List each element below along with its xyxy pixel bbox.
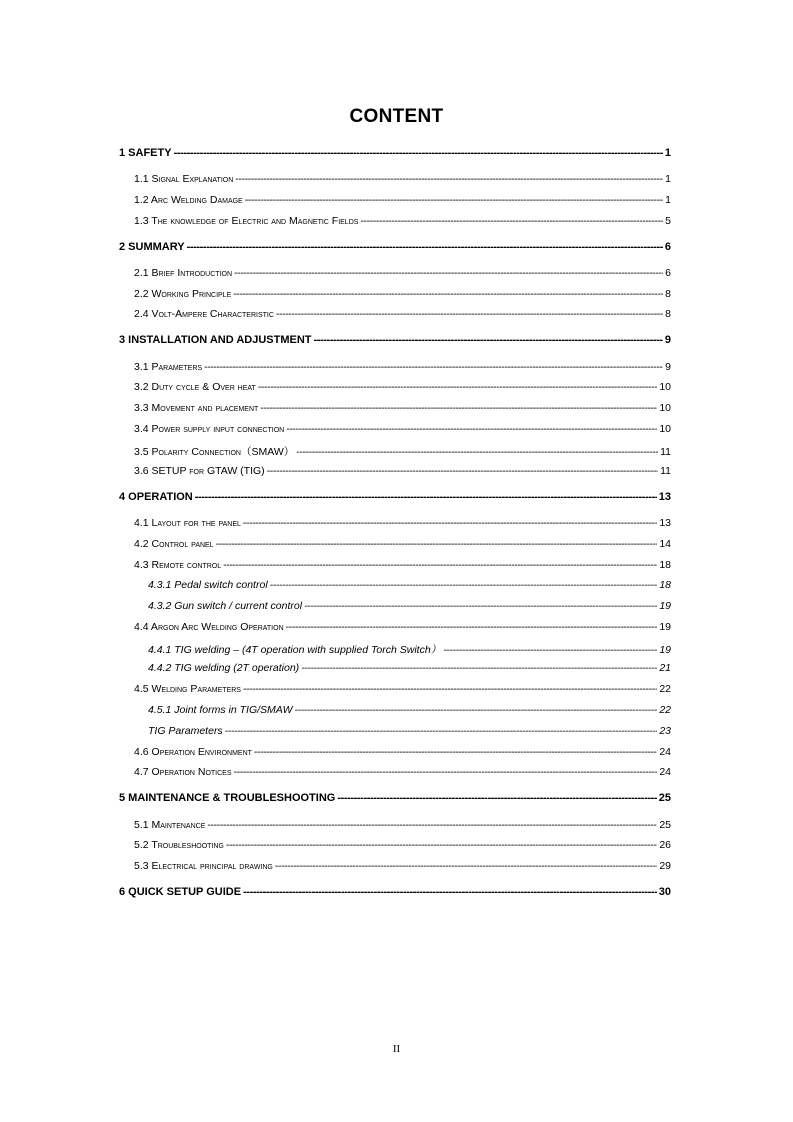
toc-entry-page: 18 <box>659 579 671 591</box>
toc-entry-brief-introduction[interactable] <box>134 267 671 279</box>
toc-entry-label: 5.1 Maintenance <box>134 819 206 831</box>
toc-entry-page: 25 <box>659 819 671 831</box>
toc-entry-operation-environment[interactable] <box>134 746 671 758</box>
toc-entry-operation-notices[interactable] <box>134 766 671 778</box>
toc-entry-control-panel[interactable] <box>134 538 671 550</box>
toc-entry-tig-4t[interactable] <box>148 642 671 657</box>
toc-entry-welding-parameters[interactable] <box>134 683 671 695</box>
dot-leader <box>258 381 657 393</box>
toc-entry-page: 24 <box>659 746 671 758</box>
dot-leader <box>254 746 657 758</box>
toc-entry-label: 4.6 Operation Environment <box>134 746 252 758</box>
toc-entry-label: 1 SAFETY <box>119 147 172 159</box>
toc-entry-label: 3.5 Polarity Connection（SMAW） <box>134 446 295 458</box>
toc-entry-parameters[interactable] <box>134 361 671 373</box>
dot-leader <box>337 792 656 804</box>
toc-entry-page: 10 <box>659 402 671 414</box>
dot-leader <box>216 538 658 550</box>
toc-entry-movement[interactable] <box>134 402 671 414</box>
toc-entry-label: 4 OPERATION <box>119 491 193 503</box>
toc-entry-page: 30 <box>658 886 671 898</box>
toc-entry-electrical-drawing[interactable] <box>134 860 671 872</box>
toc-entry-page: 21 <box>659 662 671 674</box>
toc-entry-page: 24 <box>659 766 671 778</box>
toc-entry-label: 1.2 Arc Welding Damage <box>134 194 243 206</box>
toc-entry-page: 1 <box>665 173 671 185</box>
dot-leader <box>270 579 658 591</box>
toc-entry-pedal-switch[interactable] <box>148 579 671 591</box>
toc-entry-label: 3.6 SETUP for GTAW (TIG) <box>134 465 265 477</box>
toc-entry-setup-gtaw[interactable] <box>134 465 671 477</box>
toc-entry-page: 10 <box>659 381 671 393</box>
dot-leader <box>243 886 657 898</box>
toc-entry-label: 1.1 Signal Explanation <box>134 173 234 185</box>
toc-entry-joint-forms[interactable] <box>148 704 671 716</box>
toc-entry-argon-arc[interactable] <box>134 621 671 633</box>
dot-leader <box>267 465 658 477</box>
toc-entry-label: 3.3 Movement and placement <box>134 402 259 414</box>
dot-leader <box>207 819 657 831</box>
toc-entry-label: 4.3 Remote control <box>134 559 222 571</box>
toc-entry-page: 19 <box>659 600 671 612</box>
toc-entry-label: TIG Parameters <box>148 725 223 737</box>
toc-entry-page: 13 <box>658 491 671 503</box>
page-number: II <box>392 1043 401 1055</box>
toc-entry-page: 9 <box>665 361 671 373</box>
dot-leader <box>295 704 658 716</box>
toc-entry-maintenance[interactable] <box>134 819 671 831</box>
toc-entry-label: 4.7 Operation Notices <box>134 766 232 778</box>
dot-leader <box>360 215 663 227</box>
dot-leader <box>195 491 657 503</box>
toc-entry-label: 4.3.2 Gun switch / current control <box>148 600 303 612</box>
toc-entry-label: 4.4 Argon Arc Welding Operation <box>134 621 284 633</box>
toc-entry-working-principle[interactable] <box>134 288 671 300</box>
toc-entry-page: 6 <box>665 267 671 279</box>
toc-entry-label: 6 QUICK SETUP GUIDE <box>119 886 242 898</box>
dot-leader <box>174 147 663 159</box>
toc-entry-page: 8 <box>665 288 671 300</box>
dot-leader <box>234 267 663 279</box>
toc-entry-tig-parameters[interactable] <box>148 725 671 737</box>
dot-leader <box>296 446 658 458</box>
toc-entry-label: 4.1 Layout for the panel <box>134 517 241 529</box>
toc-entry-safety[interactable] <box>119 147 671 159</box>
dot-leader <box>443 644 657 656</box>
toc-entry-label: 4.4.1 TIG welding – (4T operation with supplied Torch Switch） <box>148 644 442 656</box>
toc-entry-label: 3 INSTALLATION AND ADJUSTMENT <box>119 334 312 346</box>
toc-entry-gun-switch[interactable] <box>148 600 671 612</box>
toc-entry-page: 18 <box>659 559 671 571</box>
toc-entry-page: 25 <box>658 792 671 804</box>
dot-leader <box>233 288 663 300</box>
dot-leader <box>243 683 657 695</box>
toc-entry-page: 5 <box>665 215 671 227</box>
toc-entry-volt-ampere[interactable] <box>134 308 671 320</box>
toc-entry-label: 4.4.2 TIG welding (2T operation) <box>148 662 300 674</box>
toc-entry-troubleshooting[interactable] <box>134 839 671 851</box>
dot-leader <box>314 334 663 346</box>
toc-entry-label: 1.3 The knowledge of Electric and Magnetic Fields <box>134 215 359 227</box>
toc-entry-label: 3.1 Parameters <box>134 361 203 373</box>
toc-entry-arc-welding-damage[interactable] <box>134 194 671 206</box>
toc-entry-power-supply[interactable] <box>134 423 671 435</box>
toc-entry-page: 26 <box>659 839 671 851</box>
toc-entry-label: 5 MAINTENANCE & TROUBLESHOOTING <box>119 792 336 804</box>
toc-entry-layout-panel[interactable] <box>134 517 671 529</box>
toc-entry-label: 3.4 Power supply input connection <box>134 423 285 435</box>
toc-entry-signal-explanation[interactable] <box>134 173 671 185</box>
toc-entry-label: 2.1 Brief Introduction <box>134 267 233 279</box>
toc-entry-summary[interactable] <box>119 241 671 253</box>
toc-entry-label: 2.2 Working Principle <box>134 288 232 300</box>
dot-leader <box>286 423 657 435</box>
toc-entry-page: 13 <box>659 517 671 529</box>
toc-entry-polarity[interactable] <box>134 444 671 459</box>
toc-entry-label: 2 SUMMARY <box>119 241 185 253</box>
toc-entry-page: 14 <box>659 538 671 550</box>
dot-leader <box>304 600 657 612</box>
dot-leader <box>245 194 663 206</box>
toc-entry-installation[interactable] <box>119 334 671 346</box>
toc-entry-maintenance-troubleshooting[interactable] <box>119 792 671 804</box>
toc-entry-remote-control[interactable] <box>134 559 671 571</box>
toc-entry-label: 4.5 Welding Parameters <box>134 683 241 695</box>
toc-entry-page: 11 <box>660 465 671 477</box>
toc-entry-page: 29 <box>659 860 671 872</box>
toc-entry-label: 5.2 Troubleshooting <box>134 839 224 851</box>
toc-entry-page: 23 <box>659 725 671 737</box>
toc-entry-label: 2.4 Volt-Ampere Characteristic <box>134 308 274 320</box>
toc-entry-label: 3.2 Duty cycle & Over heat <box>134 381 256 393</box>
toc-entry-page: 9 <box>664 334 671 346</box>
toc-entry-duty-cycle[interactable] <box>134 381 671 393</box>
dot-leader <box>301 662 657 674</box>
page-title: CONTENT <box>349 106 444 127</box>
toc-entry-label: 4.2 Control panel <box>134 538 214 550</box>
toc-entry-label: 5.3 Electrical principal drawing <box>134 860 273 872</box>
dot-leader <box>276 308 663 320</box>
toc-entry-tig-2t[interactable] <box>148 662 671 674</box>
toc-entry-page: 6 <box>664 241 671 253</box>
toc-entry-page: 22 <box>659 683 671 695</box>
toc-entry-quick-setup[interactable] <box>119 886 671 898</box>
toc-entry-page: 1 <box>664 147 671 159</box>
dot-leader <box>243 517 657 529</box>
toc-entry-page: 19 <box>659 644 671 656</box>
dot-leader <box>235 173 663 185</box>
dot-leader <box>226 839 657 851</box>
dot-leader <box>187 241 663 253</box>
dot-leader <box>286 621 658 633</box>
dot-leader <box>275 860 657 872</box>
toc-entry-label: 4.3.1 Pedal switch control <box>148 579 268 591</box>
toc-entry-page: 19 <box>659 621 671 633</box>
toc-entry-page: 10 <box>659 423 671 435</box>
dot-leader <box>234 766 658 778</box>
toc-entry-page: 11 <box>660 446 671 458</box>
toc-entry-page: 1 <box>665 194 671 206</box>
dot-leader <box>260 402 657 414</box>
toc-entry-operation[interactable] <box>119 491 671 503</box>
dot-leader <box>225 725 658 737</box>
toc-entry-page: 22 <box>659 704 671 716</box>
dot-leader <box>204 361 663 373</box>
toc-entry-label: 4.5.1 Joint forms in TIG/SMAW <box>148 704 293 716</box>
toc-entry-page: 8 <box>665 308 671 320</box>
toc-entry-electric-magnetic-fields[interactable] <box>134 215 671 227</box>
dot-leader <box>223 559 657 571</box>
